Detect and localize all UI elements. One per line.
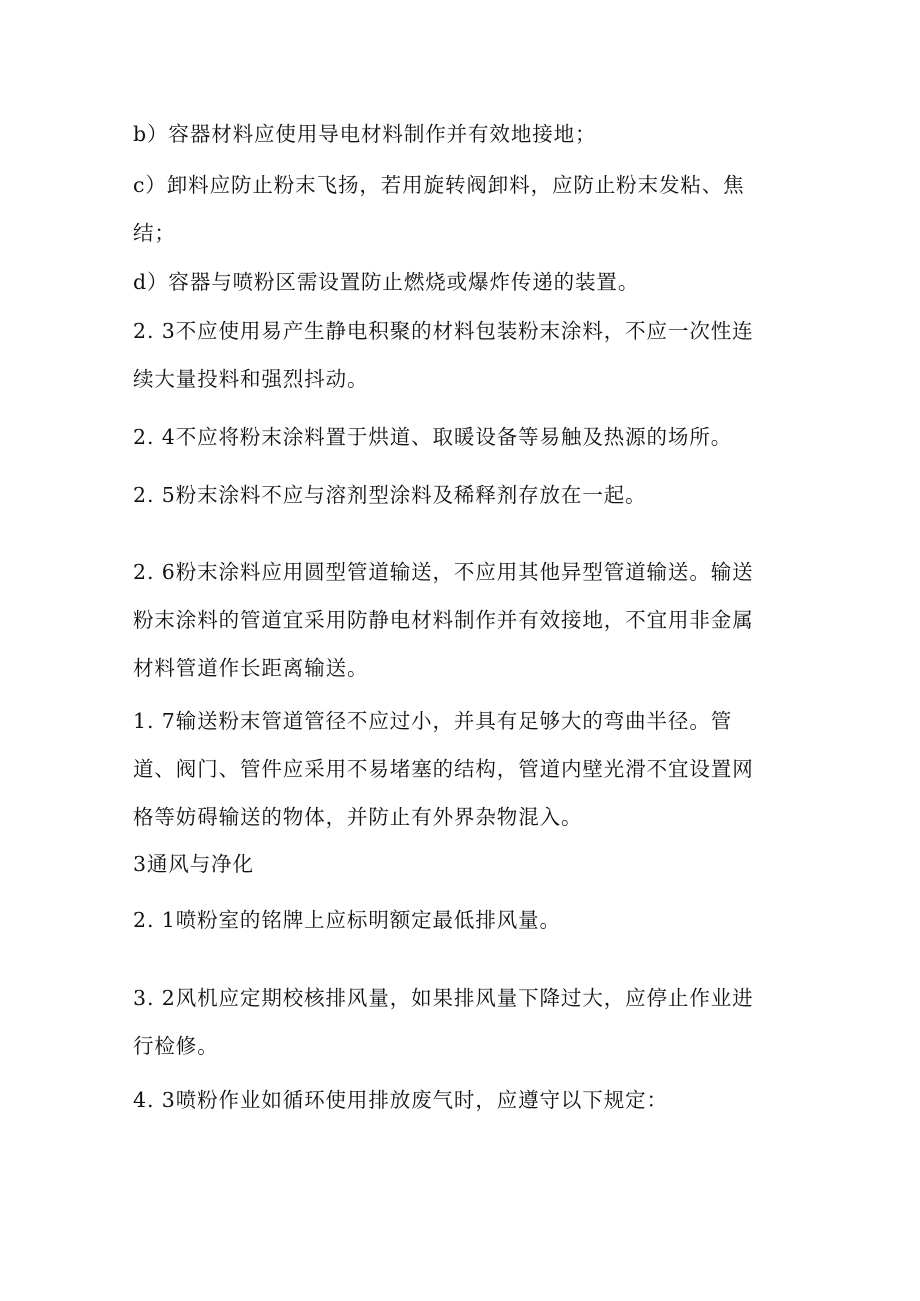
paragraph-2-3-packaging: 2. 3不应使用易产生静电积聚的材料包装粉末涂料，不应一次性连续大量投料和强烈抖动。 [133, 319, 754, 391]
paragraph-b-container-material: b）容器材料应使用导电材料制作并有效地接地； [133, 122, 597, 146]
paragraph-3-2-fan-check: 3. 2风机应定期校核排风量，如果排风量下降过大，应停止作业进行检修。 [133, 986, 754, 1058]
paragraph-c-discharge: c）卸料应防止粉末飞扬，若用旋转阀卸料，应防止粉末发粘、焦结； [133, 173, 745, 245]
paragraph-2-4-heat-source: 2. 4不应将粉末涂料置于烘道、取暖设备等易触及热源的场所。 [133, 425, 733, 449]
paragraph-1-7-pipe-diameter: 1. 7输送粉末管道管径不应过小，并具有足够大的弯曲半径。管道、阀门、管件应采用不易堵塞的结构，管道内壁光滑不宜设置网格等妨碍输送的物体，并防止有外界杂物混入。 [133, 709, 754, 829]
paragraph-4-3-recirculation: 4. 3喷粉作业如循环使用排放废气时，应遵守以下规定： [133, 1088, 668, 1112]
paragraph-d-anti-propagation: d）容器与喷粉区需设置防止燃烧或爆炸传递的装置。 [133, 270, 640, 294]
paragraph-2-1-nameplate: 2. 1喷粉室的铭牌上应标明额定最低排风量。 [133, 908, 561, 932]
paragraph-2-6-pipeline: 2. 6粉末涂料应用圆型管道输送，不应用其他异型管道输送。输送粉末涂料的管道宜采用防静电材料制作并有效接地，不宜用非金属材料管道作长距离输送。 [133, 560, 754, 680]
section-heading-ventilation: 3通风与净化 [133, 852, 254, 876]
paragraph-2-5-storage: 2. 5粉末涂料不应与溶剂型涂料及稀释剂存放在一起。 [133, 483, 647, 507]
